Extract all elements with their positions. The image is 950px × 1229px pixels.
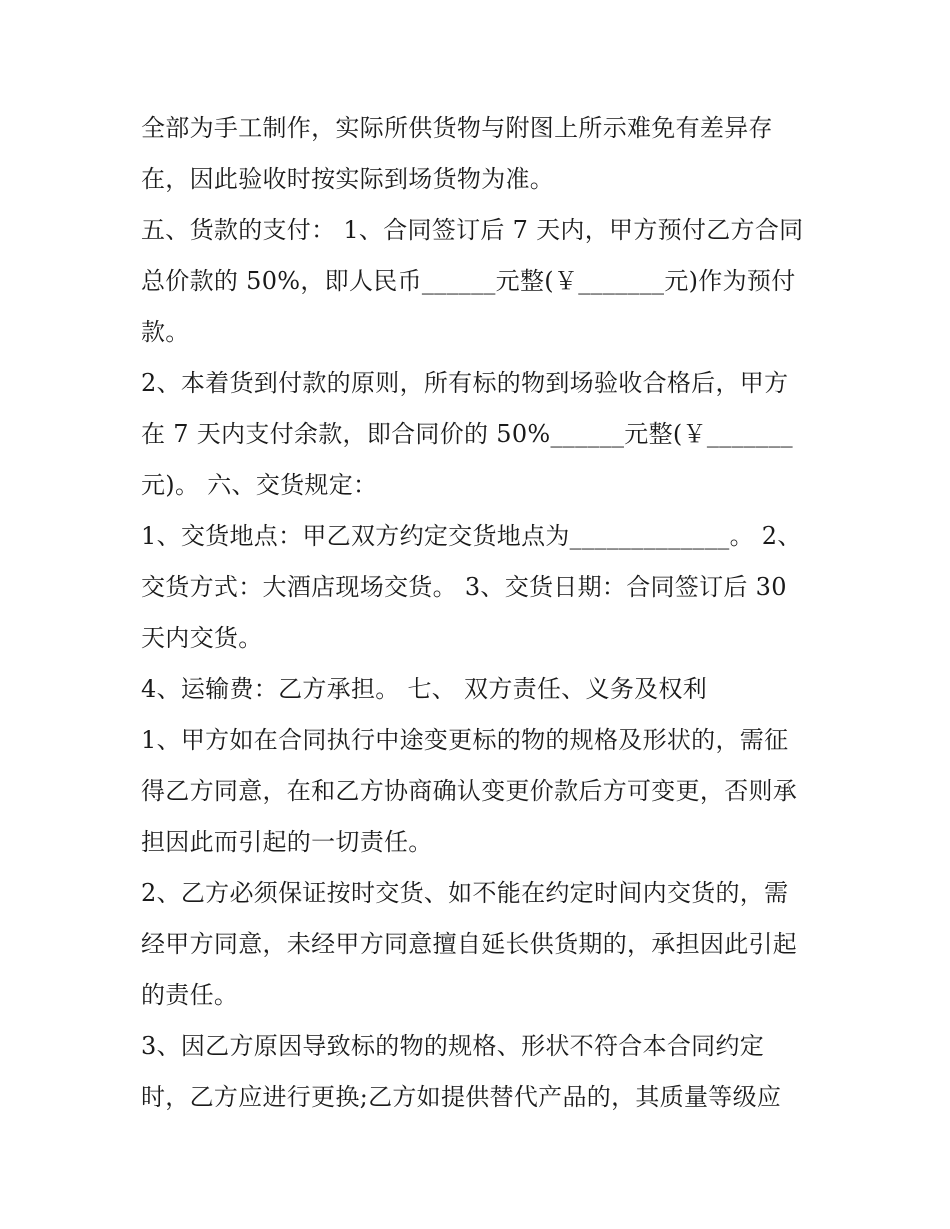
text-line: 3、因乙方原因导致标的物的规格、形状不符合本合同约定 xyxy=(141,1032,765,1060)
text-line: 2、乙方必须保证按时交货、如不能在约定时间内交货的，需 xyxy=(141,879,789,907)
text-line: 经甲方同意，未经甲方同意擅自延长供货期的，承担因此引起 xyxy=(141,930,798,958)
text-line: 担因此而引起的一切责任。 xyxy=(141,828,433,856)
text-line: 交货方式：大酒店现场交货。 3、交货日期：合同签订后 30 xyxy=(141,573,787,601)
text-line: 在，因此验收时按实际到场货物为准。 xyxy=(141,165,555,193)
text-line: 元)。 六、交货规定： xyxy=(141,471,378,499)
text-line: 总价款的 50%，即人民币______元整(￥_______元)作为预付 xyxy=(141,267,796,295)
text-line: 在 7 天内支付余款，即合同价的 50%______元整(￥_______ xyxy=(141,420,793,448)
text-line: 1、交货地点：甲乙双方约定交货地点为_____________。 2、 xyxy=(141,522,802,550)
text-line: 2、本着货到付款的原则，所有标的物到场验收合格后，甲方 xyxy=(141,369,789,397)
text-line: 天内交货。 xyxy=(141,624,263,652)
text-line: 时，乙方应进行更换;乙方如提供替代产品的，其质量等级应 xyxy=(141,1083,782,1111)
text-line: 的责任。 xyxy=(141,981,239,1009)
text-line: 款。 xyxy=(141,318,190,346)
text-line: 1、甲方如在合同执行中途变更标的物的规格及形状的，需征 xyxy=(141,726,789,754)
text-line: 4、运输费：乙方承担。 七、 双方责任、义务及权利 xyxy=(141,675,708,703)
text-line: 全部为手工制作，实际所供货物与附图上所示难免有差异存 xyxy=(141,114,773,142)
text-line: 五、货款的支付： 1、合同签订后 7 天内，甲方预付乙方合同 xyxy=(141,216,804,244)
text-line: 得乙方同意，在和乙方协商确认变更价款后方可变更，否则承 xyxy=(141,777,798,805)
